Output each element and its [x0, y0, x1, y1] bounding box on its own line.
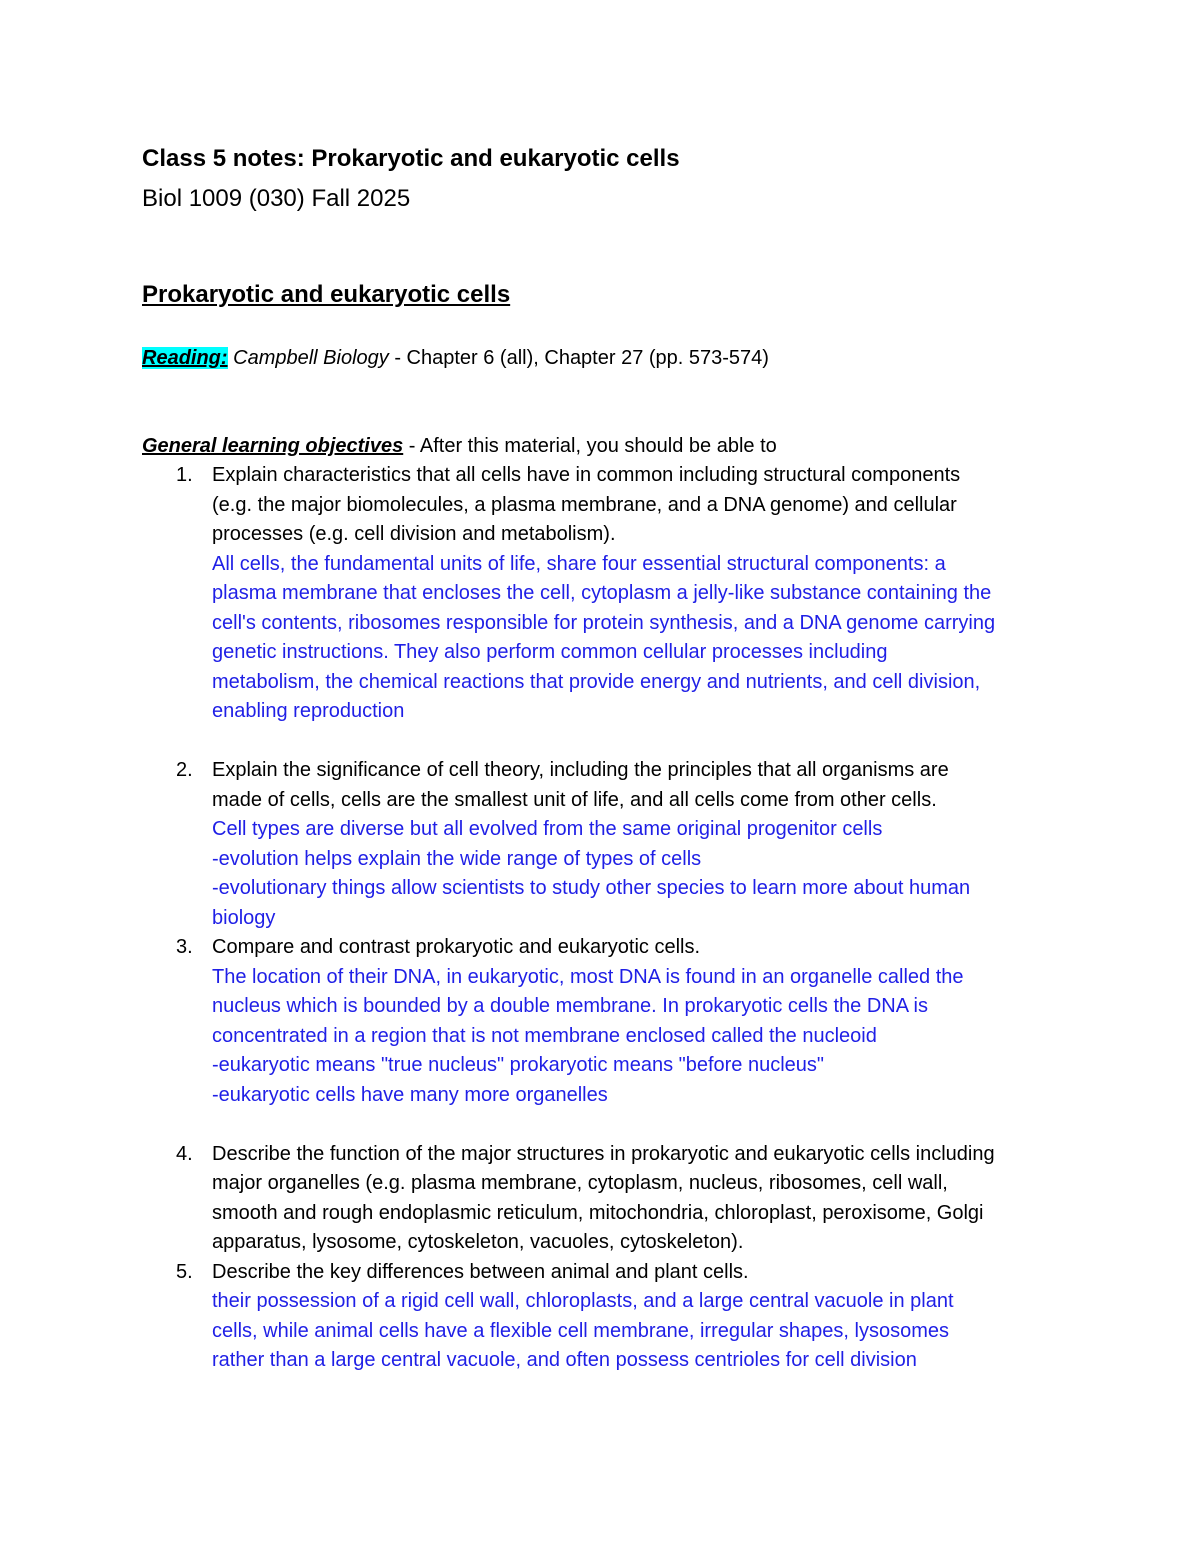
objective-item: [142, 933, 1082, 1110]
objective-prompt-line: apparatus, lysosome, cytoskeleton, vacuoles, cytoskeleton).: [212, 1231, 744, 1253]
objective-answer-line: -eukaryotic means "true nucleus" prokaryotic means "before nucleus": [212, 1054, 825, 1076]
reading-label: Reading:: [142, 347, 228, 369]
objective-answer-line: All cells, the fundamental units of life, share four essential structural components: a: [212, 552, 946, 575]
objective-answer-line: The location of their DNA, in eukaryotic, most DNA is found in an organelle called the: [212, 965, 964, 988]
section-heading: Prokaryotic and eukaryotic cells: [142, 281, 511, 308]
objective-item: [142, 1258, 1082, 1376]
objectives-intro-text: - After this material, you should be able to: [403, 435, 777, 457]
objective-prompt-line: (e.g. the major biomolecules, a plasma membrane, and a DNA genome) and cellular: [212, 493, 957, 516]
objective-answer-line: concentrated in a region that is not membrane enclosed called the nucleoid: [212, 1024, 877, 1047]
objective-prompt-line: Describe the key differences between animal and plant cells.: [212, 1260, 749, 1283]
objective-answer-line: -evolution helps explain the wide range of types of cells: [212, 847, 702, 870]
objective-answer-line: -evolutionary things allow scientists to study other species to learn more about human: [212, 877, 971, 899]
objective-item: [142, 756, 1082, 933]
objective-number: 1.: [176, 464, 193, 486]
reading-book-title: Campbell Biology: [233, 347, 389, 369]
objective-answer-line: nucleus which is bounded by a double membrane. In prokaryotic cells the DNA is: [212, 995, 928, 1017]
objective-prompt-line: made of cells, cells are the smallest unit of life, and all cells come from other cells.: [212, 788, 937, 811]
objective-answer-line: Cell types are diverse but all evolved from the same original progenitor cells: [212, 818, 883, 840]
objective-answer-line: genetic instructions. They also perform common cellular processes including: [212, 641, 888, 663]
objective-prompt-line: Describe the function of the major structures in prokaryotic and eukaryotic cells including: [212, 1142, 995, 1165]
objective-number: 3.: [176, 936, 193, 958]
objective-number: 2.: [176, 759, 193, 781]
objective-prompt-line: Explain characteristics that all cells have in common including structural components: [212, 464, 961, 486]
page-title: Class 5 notes: Prokaryotic and eukaryotic cells: [142, 145, 680, 172]
objective-number: 4.: [176, 1142, 193, 1165]
course-subtitle: Biol 1009 (030) Fall 2025: [142, 185, 411, 212]
blank-line: [142, 1110, 1082, 1140]
objective-prompt-line: major organelles (e.g. plasma membrane, cytoplasm, nucleus, ribosomes, cell wall,: [212, 1172, 948, 1194]
objectives-list: [142, 461, 1082, 1376]
objective-answer-line: enabling reproduction: [212, 700, 405, 722]
objective-answer-line: rather than a large central vacuole, and often possess centrioles for cell division: [212, 1349, 917, 1371]
objective-item: [142, 461, 1082, 727]
reading-chapters: - Chapter 6 (all), Chapter 27 (pp. 573-574): [388, 347, 769, 369]
objective-answer-line: biology: [212, 906, 276, 929]
objective-answer-line: cells, while animal cells have a flexible cell membrane, irregular shapes, lysosomes: [212, 1319, 949, 1342]
objective-prompt-line: processes (e.g. cell division and metabolism).: [212, 523, 616, 545]
objective-prompt-line: Explain the significance of cell theory, including the principles that all organisms are: [212, 759, 949, 781]
objective-prompt-line: Compare and contrast prokaryotic and eukaryotic cells.: [212, 936, 701, 958]
objective-item: [142, 1140, 1082, 1258]
objective-prompt-line: smooth and rough endoplasmic reticulum, mitochondria, chloroplast, peroxisome, Golgi: [212, 1201, 984, 1224]
objective-answer-line: -eukaryotic cells have many more organelles: [212, 1083, 608, 1106]
objective-answer-line: their possession of a rigid cell wall, chloroplasts, and a large central vacuole in plant: [212, 1290, 954, 1312]
blank-line: [142, 727, 1082, 757]
objectives-intro: [142, 432, 777, 461]
objective-answer-line: metabolism, the chemical reactions that provide energy and nutrients, and cell division,: [212, 670, 981, 693]
objective-answer-line: cell's contents, ribosomes responsible for protein synthesis, and a DNA genome carrying: [212, 611, 996, 634]
objectives-label: General learning objectives: [142, 435, 404, 457]
objective-number: 5.: [176, 1260, 193, 1283]
reading-line: [142, 344, 769, 372]
objective-answer-line: plasma membrane that encloses the cell, cytoplasm a jelly-like substance containing the: [212, 582, 992, 604]
